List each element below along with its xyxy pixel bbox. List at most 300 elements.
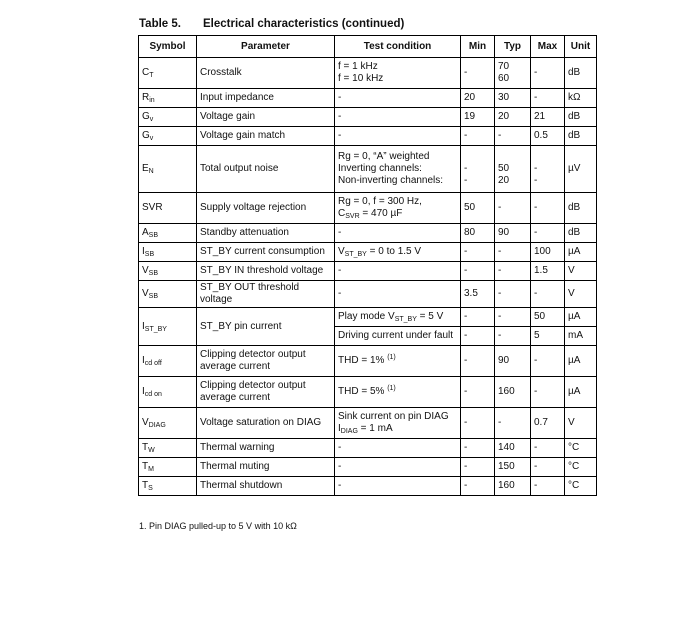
parameter-cell	[197, 439, 335, 458]
symbol-subscript: M	[148, 466, 154, 473]
table-title	[139, 18, 404, 30]
max-cell-line: -	[534, 442, 538, 453]
symbol-subscript: cd off	[144, 360, 162, 367]
parameter-cell-line: Thermal muting	[200, 461, 270, 472]
condition-cell-line: -	[338, 111, 342, 122]
typ-cell-line: -	[498, 330, 502, 341]
symbol-text: C	[142, 67, 150, 78]
unit-cell-line: µA	[568, 355, 581, 366]
symbol-text: R	[142, 92, 150, 103]
max-cell-line: -	[534, 163, 538, 174]
parameter-cell-line: ST_BY OUT threshold	[200, 282, 300, 293]
parameter-cell-line: Voltage gain	[200, 111, 256, 122]
max-cell-line: 0.7	[534, 417, 548, 428]
table-row	[139, 224, 597, 243]
parameter-cell-line: Crosstalk	[200, 67, 242, 78]
typ-cell	[495, 439, 531, 458]
symbol-text: V	[142, 288, 149, 299]
unit-cell	[565, 346, 597, 377]
min-cell-line	[464, 151, 491, 163]
symbol-text: A	[142, 227, 149, 238]
condition-cell	[335, 108, 461, 127]
typ-cell	[495, 346, 531, 377]
table-row	[139, 377, 597, 408]
typ-cell-line: 150	[498, 461, 515, 472]
max-cell	[531, 243, 565, 262]
typ-cell	[495, 224, 531, 243]
table-row	[139, 408, 597, 439]
min-cell	[461, 193, 495, 224]
parameter-cell	[197, 108, 335, 127]
parameter-cell	[197, 377, 335, 408]
max-cell	[531, 308, 565, 327]
unit-cell	[565, 458, 597, 477]
table-row	[139, 146, 597, 193]
parameter-cell-line: average current	[200, 361, 271, 372]
typ-cell-line: 50	[498, 163, 510, 174]
symbol-cell	[139, 458, 197, 477]
typ-cell-line: 90	[498, 227, 510, 238]
symbol-text: E	[142, 163, 149, 174]
symbol-cell	[139, 439, 197, 458]
condition-cell	[335, 377, 461, 408]
min-cell-line: -	[464, 355, 468, 366]
symbol-cell	[139, 89, 197, 108]
table-row	[139, 58, 597, 89]
max-cell	[531, 224, 565, 243]
symbol-cell	[139, 281, 197, 308]
min-cell-line: -	[464, 480, 468, 491]
typ-cell	[495, 377, 531, 408]
parameter-cell	[197, 89, 335, 108]
table-row	[139, 281, 597, 308]
condition-cell	[335, 58, 461, 89]
typ-cell-line: -	[498, 130, 502, 141]
unit-cell	[565, 439, 597, 458]
condition-cell-line: $I_{DIAG} = 1$ mA	[338, 423, 393, 435]
unit-cell-line: µA	[568, 246, 581, 257]
min-cell-line: -	[464, 246, 468, 257]
parameter-cell-line: Clipping detector output	[200, 349, 306, 360]
symbol-cell	[139, 108, 197, 127]
symbol-cell	[139, 193, 197, 224]
condition-cell	[335, 262, 461, 281]
typ-cell	[495, 327, 531, 346]
unit-cell	[565, 308, 597, 327]
table-row	[139, 262, 597, 281]
condition-cell-line: Inverting channels:	[338, 163, 422, 174]
min-cell-line: 19	[464, 111, 476, 122]
condition-cell-line: $C_{SVR} = 470$ µF	[338, 208, 403, 220]
typ-cell-line: -	[498, 417, 502, 428]
condition-cell-line: -	[338, 288, 342, 299]
parameter-cell-line: Input impedance	[200, 92, 274, 103]
symbol-cell	[139, 243, 197, 262]
condition-cell-line: THD = 1% $^{(1)}$	[338, 354, 396, 366]
max-cell	[531, 281, 565, 308]
min-cell-line: 50	[464, 202, 476, 213]
max-cell-line	[534, 151, 561, 163]
table-row	[139, 346, 597, 377]
unit-cell-line: V	[568, 288, 575, 299]
typ-cell-line	[498, 151, 527, 163]
condition-cell-line: $V_{ST\_BY} = 0$ to 1.5 V	[338, 246, 422, 258]
max-cell-line: -	[534, 202, 538, 213]
max-cell-line: -	[534, 67, 538, 78]
unit-cell-line: dB	[568, 67, 581, 78]
unit-cell	[565, 58, 597, 89]
unit-cell-line: dB	[568, 130, 581, 141]
condition-cell-line: -	[338, 461, 342, 472]
symbol-text: G	[142, 130, 150, 141]
typ-cell-line: 140	[498, 442, 515, 453]
min-cell	[461, 224, 495, 243]
condition-cell	[335, 89, 461, 108]
col-header-test-condition: Test condition	[335, 36, 461, 58]
unit-cell-line: °C	[568, 442, 580, 453]
min-cell-line: -	[464, 461, 468, 472]
min-cell-line: -	[464, 265, 468, 276]
parameter-cell-line: ST_BY current consumption	[200, 246, 325, 257]
unit-cell	[565, 89, 597, 108]
condition-cell	[335, 193, 461, 224]
min-cell-line: -	[464, 417, 468, 428]
condition-cell-line: f = 10 kHz	[338, 73, 384, 84]
unit-cell-line: dB	[568, 111, 581, 122]
typ-cell-line: 60	[498, 73, 510, 84]
condition-cell	[335, 308, 461, 327]
max-cell	[531, 89, 565, 108]
max-cell-line: 50	[534, 311, 546, 322]
condition-cell	[335, 458, 461, 477]
symbol-text: G	[142, 111, 150, 122]
parameter-cell	[197, 193, 335, 224]
typ-cell-line: -	[498, 246, 502, 257]
max-cell-line: -	[534, 461, 538, 472]
max-cell	[531, 458, 565, 477]
symbol-subscript: v	[149, 116, 154, 123]
parameter-cell-line: Standby attenuation	[200, 227, 289, 238]
min-cell-line: -	[464, 386, 468, 397]
min-cell-line: -	[464, 67, 468, 78]
condition-cell	[335, 146, 461, 193]
symbol-subscript: N	[148, 168, 154, 175]
unit-cell-line: mA	[568, 330, 583, 341]
max-cell	[531, 477, 565, 496]
unit-cell-line: µA	[568, 311, 581, 322]
symbol-cell	[139, 308, 197, 346]
symbol-subscript: DIAG	[148, 422, 166, 429]
typ-cell-line: 30	[498, 92, 510, 103]
max-cell-line: -	[534, 480, 538, 491]
max-cell	[531, 439, 565, 458]
min-cell-line: -	[464, 175, 468, 186]
parameter-cell-line: voltage	[200, 294, 233, 305]
col-header-min: Min	[461, 36, 495, 58]
typ-cell-line: 160	[498, 480, 515, 491]
min-cell	[461, 127, 495, 146]
parameter-cell-line: Voltage gain match	[200, 130, 286, 141]
condition-cell-line: Driving current under fault	[338, 330, 454, 341]
unit-cell-line: µA	[568, 386, 581, 397]
electrical-characteristics-table	[138, 35, 597, 496]
parameter-cell-line: average current	[200, 392, 271, 403]
symbol-cell	[139, 408, 197, 439]
unit-cell	[565, 281, 597, 308]
max-cell-line: 5	[534, 330, 540, 341]
parameter-cell	[197, 58, 335, 89]
unit-cell	[565, 127, 597, 146]
parameter-cell	[197, 308, 335, 346]
symbol-subscript: cd on	[144, 391, 162, 398]
condition-cell	[335, 224, 461, 243]
symbol-cell	[139, 477, 197, 496]
symbol-subscript: W	[148, 447, 155, 454]
max-cell-line: -	[534, 92, 538, 103]
condition-cell-line: Rg = 0, “A” weighted	[338, 151, 430, 162]
min-cell	[461, 262, 495, 281]
max-cell-line: -	[534, 175, 538, 186]
parameter-cell	[197, 458, 335, 477]
condition-cell-line: -	[338, 92, 342, 103]
max-cell	[531, 346, 565, 377]
condition-cell-line: Rg = 0, f = 300 Hz,	[338, 196, 422, 207]
symbol-subscript: T	[149, 72, 154, 79]
max-cell	[531, 108, 565, 127]
symbol-cell	[139, 224, 197, 243]
parameter-cell	[197, 346, 335, 377]
symbol-subscript: in	[149, 97, 155, 104]
table-row	[139, 439, 597, 458]
typ-cell-line: 90	[498, 355, 510, 366]
max-cell-line: 0.5	[534, 130, 548, 141]
typ-cell	[495, 262, 531, 281]
condition-cell-line: -	[338, 442, 342, 453]
parameter-cell	[197, 224, 335, 243]
min-cell	[461, 308, 495, 327]
typ-cell-line: -	[498, 265, 502, 276]
col-header-symbol: Symbol	[139, 36, 197, 58]
typ-cell-line: -	[498, 311, 502, 322]
typ-cell	[495, 193, 531, 224]
min-cell-line: -	[464, 442, 468, 453]
symbol-cell	[139, 262, 197, 281]
table-caption: Electrical characteristics (continued)	[203, 18, 405, 30]
max-cell	[531, 146, 565, 193]
symbol-text: T	[142, 461, 149, 472]
typ-cell-line: 70	[498, 61, 510, 72]
parameter-cell	[197, 281, 335, 308]
unit-cell	[565, 224, 597, 243]
parameter-cell-line: Voltage saturation on DIAG	[200, 417, 322, 428]
max-cell-line: 1.5	[534, 265, 548, 276]
unit-cell-line: kΩ	[568, 92, 581, 103]
min-cell	[461, 377, 495, 408]
condition-cell-line: -	[338, 130, 342, 141]
min-cell-line: 20	[464, 92, 476, 103]
parameter-cell-line: Thermal warning	[200, 442, 275, 453]
min-cell	[461, 108, 495, 127]
unit-cell-line: dB	[568, 202, 581, 213]
symbol-cell	[139, 58, 197, 89]
col-header-typ: Typ	[495, 36, 531, 58]
max-cell-line: -	[534, 386, 538, 397]
min-cell-line: -	[464, 330, 468, 341]
min-cell	[461, 89, 495, 108]
table-row	[139, 458, 597, 477]
max-cell	[531, 408, 565, 439]
symbol-text: I	[142, 386, 145, 397]
typ-cell	[495, 58, 531, 89]
condition-cell-line: Sink current on pin DIAG	[338, 411, 449, 422]
footnote: 1. Pin DIAG pulled-up to 5 V with 10 kΩ	[139, 521, 297, 531]
symbol-text: I	[142, 320, 145, 332]
typ-cell-line: 20	[498, 111, 510, 122]
unit-cell	[565, 327, 597, 346]
typ-cell	[495, 477, 531, 496]
condition-cell-line: -	[338, 480, 342, 491]
max-cell-line: -	[534, 355, 538, 366]
max-cell	[531, 377, 565, 408]
typ-cell	[495, 89, 531, 108]
unit-cell-line: °C	[568, 461, 580, 472]
parameter-cell	[197, 262, 335, 281]
parameter-cell	[197, 243, 335, 262]
condition-cell-line: -	[338, 227, 342, 238]
min-cell-line: -	[464, 163, 468, 174]
condition-cell	[335, 243, 461, 262]
symbol-cell	[139, 377, 197, 408]
max-cell-line: 21	[534, 111, 546, 122]
symbol-cell	[139, 127, 197, 146]
min-cell-line: -	[464, 130, 468, 141]
symbol-subscript: ST_BY	[144, 325, 167, 333]
unit-cell-line: °C	[568, 480, 580, 491]
unit-cell-line: dB	[568, 227, 581, 238]
typ-cell	[495, 108, 531, 127]
parameter-cell-line: Total output noise	[200, 163, 279, 174]
symbol-text: V	[142, 265, 149, 276]
unit-cell	[565, 146, 597, 193]
min-cell-line: -	[464, 311, 468, 322]
min-cell	[461, 243, 495, 262]
symbol-subscript: SB	[144, 251, 155, 258]
condition-cell-line: -	[338, 265, 342, 276]
typ-cell-line: -	[498, 202, 502, 213]
unit-cell	[565, 108, 597, 127]
condition-cell	[335, 327, 461, 346]
unit-cell	[565, 243, 597, 262]
col-header-max: Max	[531, 36, 565, 58]
table-row	[139, 89, 597, 108]
unit-cell	[565, 477, 597, 496]
typ-cell	[495, 127, 531, 146]
min-cell-line: 80	[464, 227, 476, 238]
table-row	[139, 127, 597, 146]
symbol-cell	[139, 146, 197, 193]
parameter-cell	[197, 408, 335, 439]
condition-cell	[335, 408, 461, 439]
max-cell	[531, 193, 565, 224]
max-cell	[531, 327, 565, 346]
min-cell-line: 3.5	[464, 288, 478, 299]
table-row	[139, 108, 597, 127]
typ-cell	[495, 308, 531, 327]
col-header-parameter: Parameter	[197, 36, 335, 58]
typ-cell	[495, 281, 531, 308]
parameter-cell-line: Supply voltage rejection	[200, 202, 307, 213]
condition-cell	[335, 346, 461, 377]
min-cell	[461, 281, 495, 308]
unit-cell	[565, 262, 597, 281]
condition-cell-line: Play mode $V_{ST\_BY} = 5$ V	[338, 311, 444, 323]
condition-cell-line: f = 1 kHz	[338, 61, 378, 72]
parameter-cell	[197, 477, 335, 496]
typ-cell	[495, 146, 531, 193]
table-row	[139, 308, 597, 327]
condition-cell-line: Non-inverting channels:	[338, 175, 444, 186]
parameter-cell	[197, 146, 335, 193]
typ-cell	[495, 243, 531, 262]
parameter-cell-line: ST_BY pin current	[200, 320, 282, 332]
condition-cell	[335, 281, 461, 308]
typ-cell-line: 160	[498, 386, 515, 397]
condition-cell-line: THD = 5% $^{(1)}$	[338, 385, 396, 397]
condition-cell	[335, 127, 461, 146]
unit-cell-line: V	[568, 417, 575, 428]
symbol-text: T	[142, 442, 149, 453]
table-label: Table 5.	[139, 18, 181, 30]
min-cell	[461, 458, 495, 477]
col-header-unit: Unit	[565, 36, 597, 58]
table-row	[139, 243, 597, 262]
typ-cell	[495, 458, 531, 477]
unit-cell-line: µV	[568, 163, 581, 174]
typ-cell-line: 20	[498, 175, 510, 186]
unit-cell-line: V	[568, 265, 575, 276]
condition-cell	[335, 439, 461, 458]
symbol-text: V	[142, 417, 149, 428]
unit-cell	[565, 193, 597, 224]
max-cell-line: 100	[534, 246, 551, 257]
header-row	[139, 36, 597, 58]
table-row	[139, 477, 597, 496]
min-cell	[461, 439, 495, 458]
symbol-subscript: SB	[148, 270, 159, 277]
typ-cell	[495, 408, 531, 439]
symbol-cell	[139, 346, 197, 377]
symbol-subscript: v	[149, 135, 154, 142]
min-cell	[461, 58, 495, 89]
table-row	[139, 193, 597, 224]
max-cell	[531, 127, 565, 146]
symbol-text: SVR	[142, 202, 163, 213]
parameter-cell-line: Clipping detector output	[200, 380, 306, 391]
unit-cell	[565, 377, 597, 408]
max-cell-line: -	[534, 227, 538, 238]
symbol-subscript: S	[148, 485, 153, 492]
min-cell	[461, 477, 495, 496]
symbol-text: I	[142, 246, 145, 257]
symbol-text: I	[142, 355, 145, 366]
min-cell	[461, 146, 495, 193]
symbol-subscript: SB	[148, 232, 159, 239]
symbol-text: T	[142, 480, 149, 491]
max-cell	[531, 262, 565, 281]
parameter-cell-line: Thermal shutdown	[200, 480, 283, 491]
typ-cell-line: -	[498, 288, 502, 299]
parameter-cell-line: ST_BY IN threshold voltage	[200, 265, 324, 276]
